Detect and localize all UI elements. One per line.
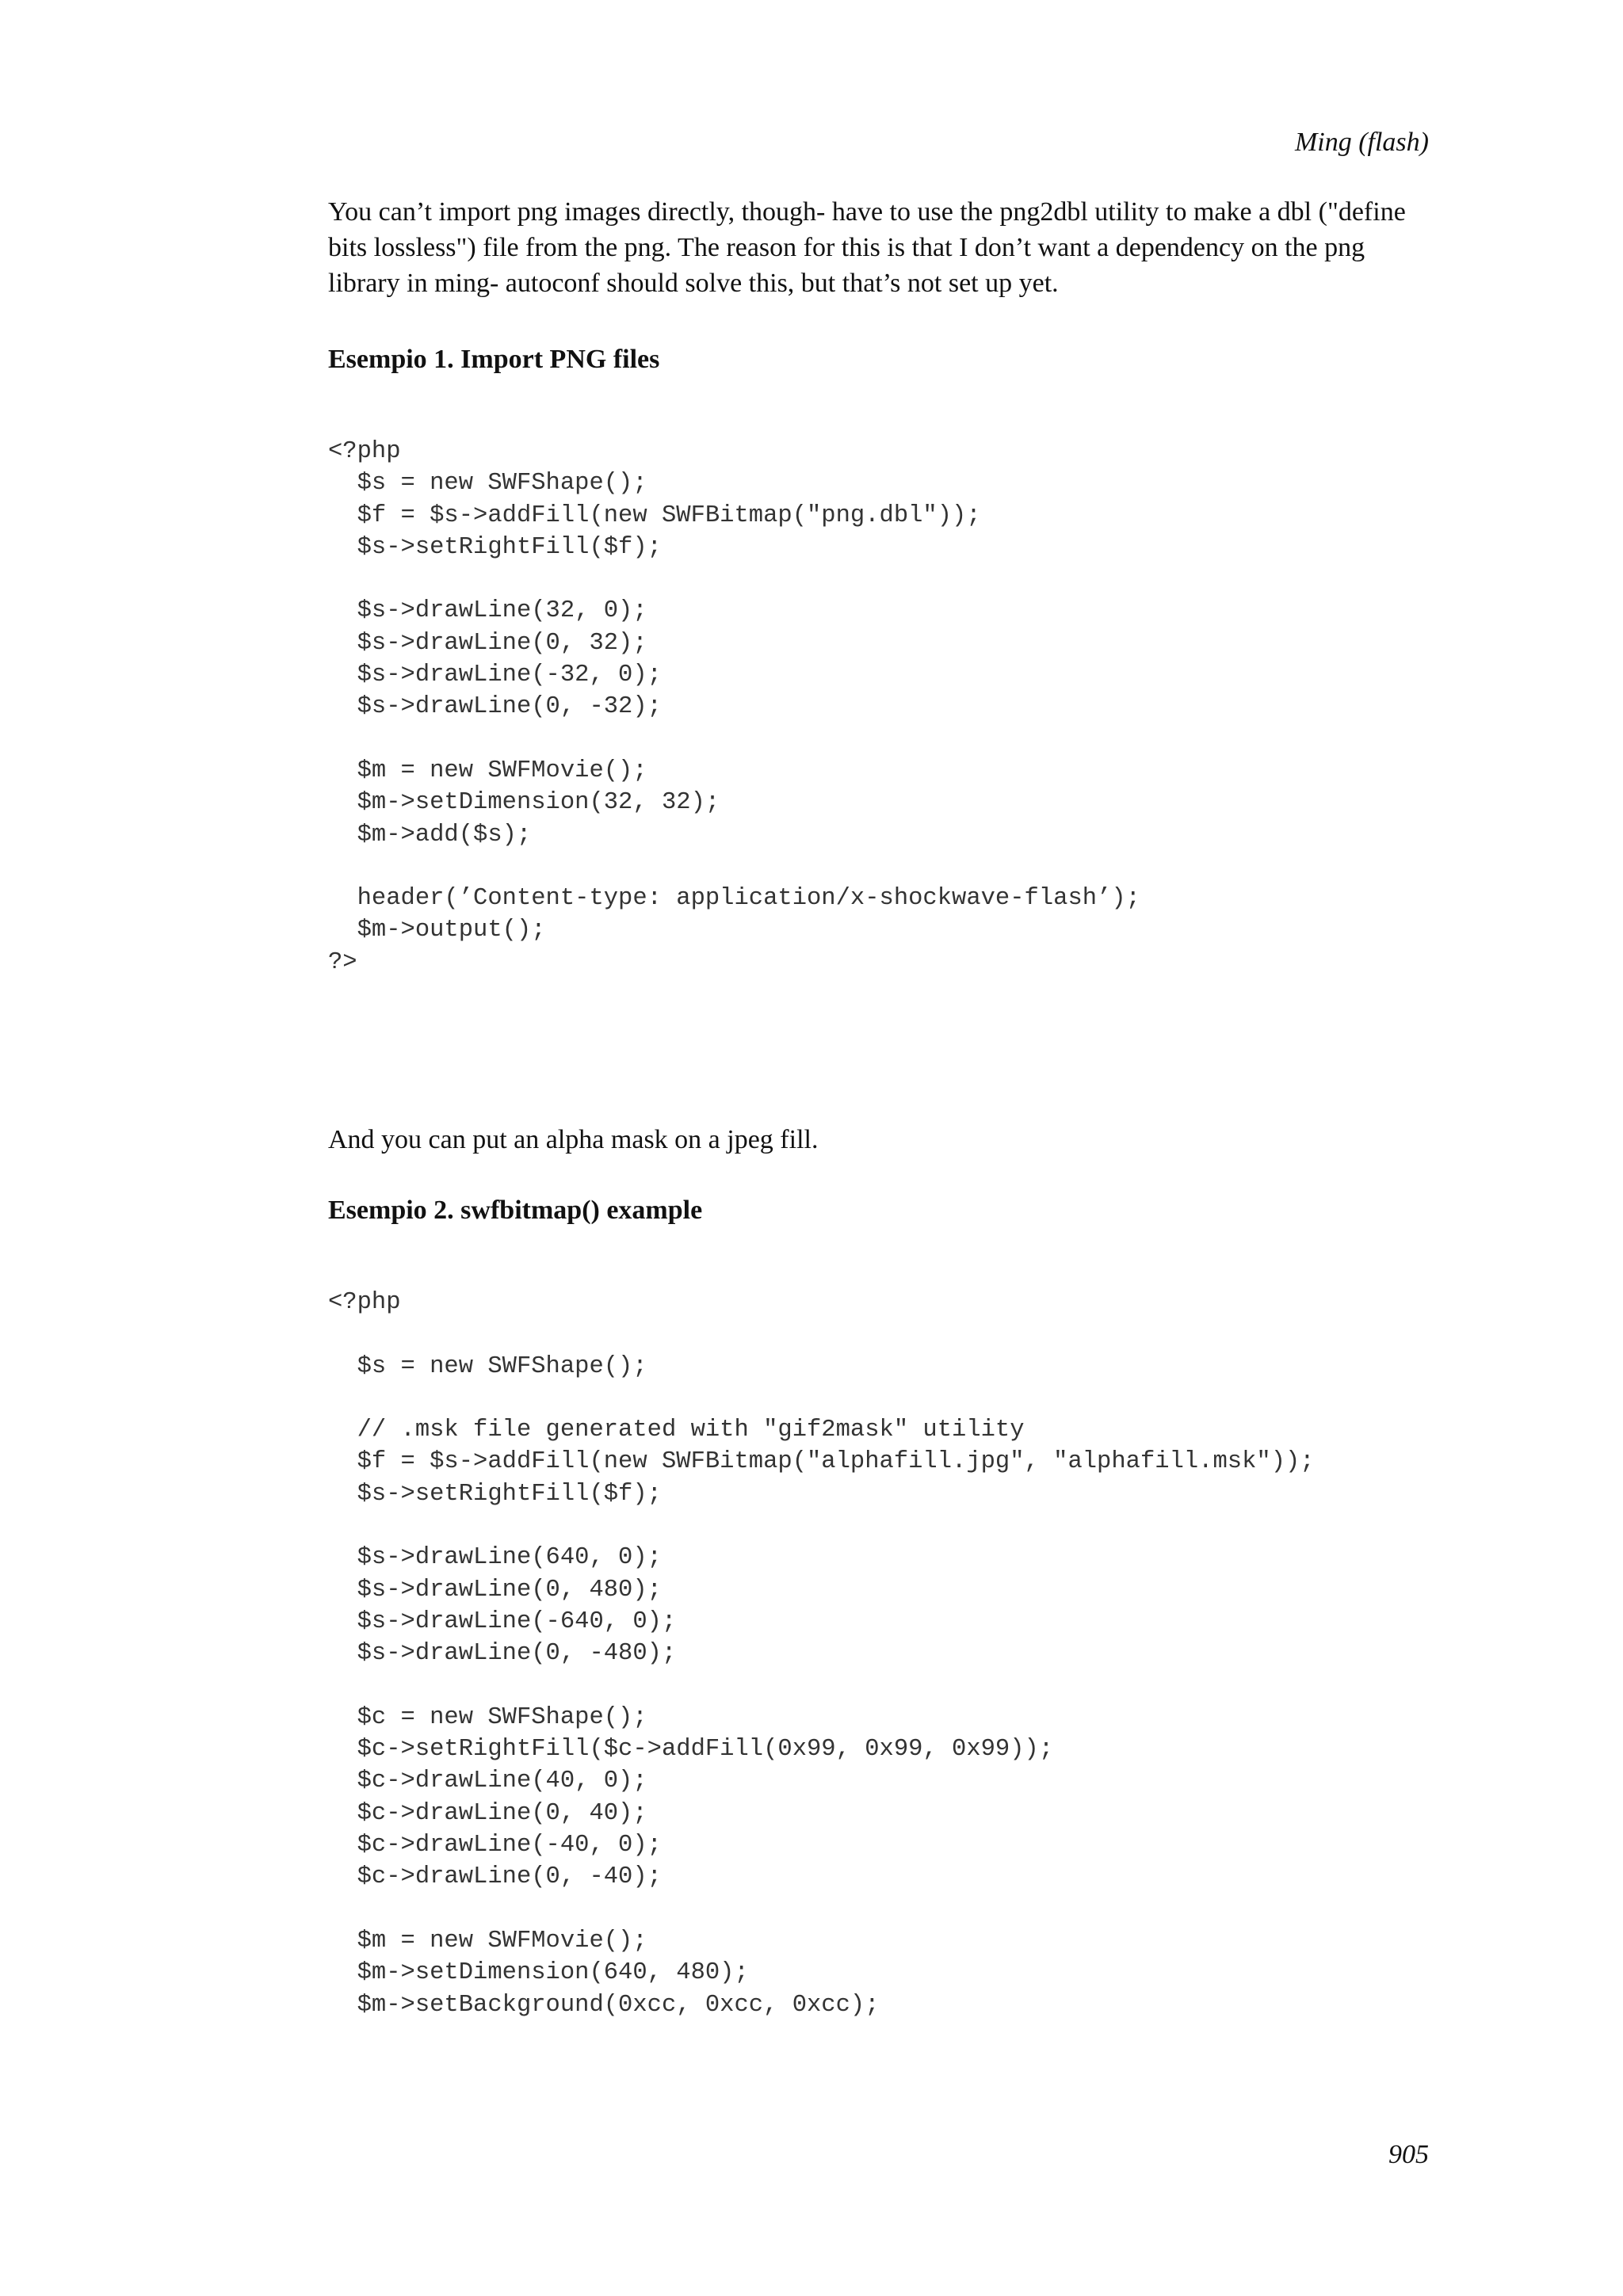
page-number: 905 <box>1388 2140 1429 2169</box>
example-2-code: <?php $s = new SWFShape(); // .msk file generated with "gif2mask" utility $f = $s->addFill(new SWFBitmap("alphafill.jpg", "alphafill.msk")); $s->setRightFill($f); $s->drawLine(640, 0); $s->drawLine(0, 480); $s->drawLine(-640, 0); $s->drawLine(0, -480); $c = new SWFShape(); $c->setRightFill($c->addFill(0x99, 0x99, 0x99)); $c->drawLine(40, 0); $c->drawLine(0, 40); $c->drawLine(-40, 0); $c->drawLine(0, -40); $m = new SWFMovie(); $m->setDimension(640, 480); $m->setBackground(0xcc, 0xcc, 0xcc); <box>328 1289 1315 2019</box>
alpha-mask-paragraph: And you can put an alpha mask on a jpeg fill. <box>328 1125 819 1154</box>
example-1-code: <?php $s = new SWFShape(); $f = $s->addFill(new SWFBitmap("png.dbl")); $s->setRightFill($f); $s->drawLine(32, 0); $s->drawLine(0, 32); $s->drawLine(-32, 0); $s->drawLine(0, -32); $m = new SWFMovie(); $m->setDimension(32, 32); $m->add($s); header(’Content-type: application/x-shockwave-flash’); $m->output(); ?> <box>328 438 1140 976</box>
intro-paragraph: You can’t import png images directly, though- have to use the png2dbl utility to make a dbl ("define bits lossless") file from the png. The reason for this is that I don’t want a dependency on the png library in ming- autoconf should solve this, but that’s not set up yet. <box>328 197 1406 298</box>
running-header-title: Ming (flash) <box>1294 128 1429 157</box>
example-2-title: Esempio 2. swfbitmap() example <box>328 1196 703 1225</box>
example-1-title: Esempio 1. Import PNG files <box>328 345 660 374</box>
